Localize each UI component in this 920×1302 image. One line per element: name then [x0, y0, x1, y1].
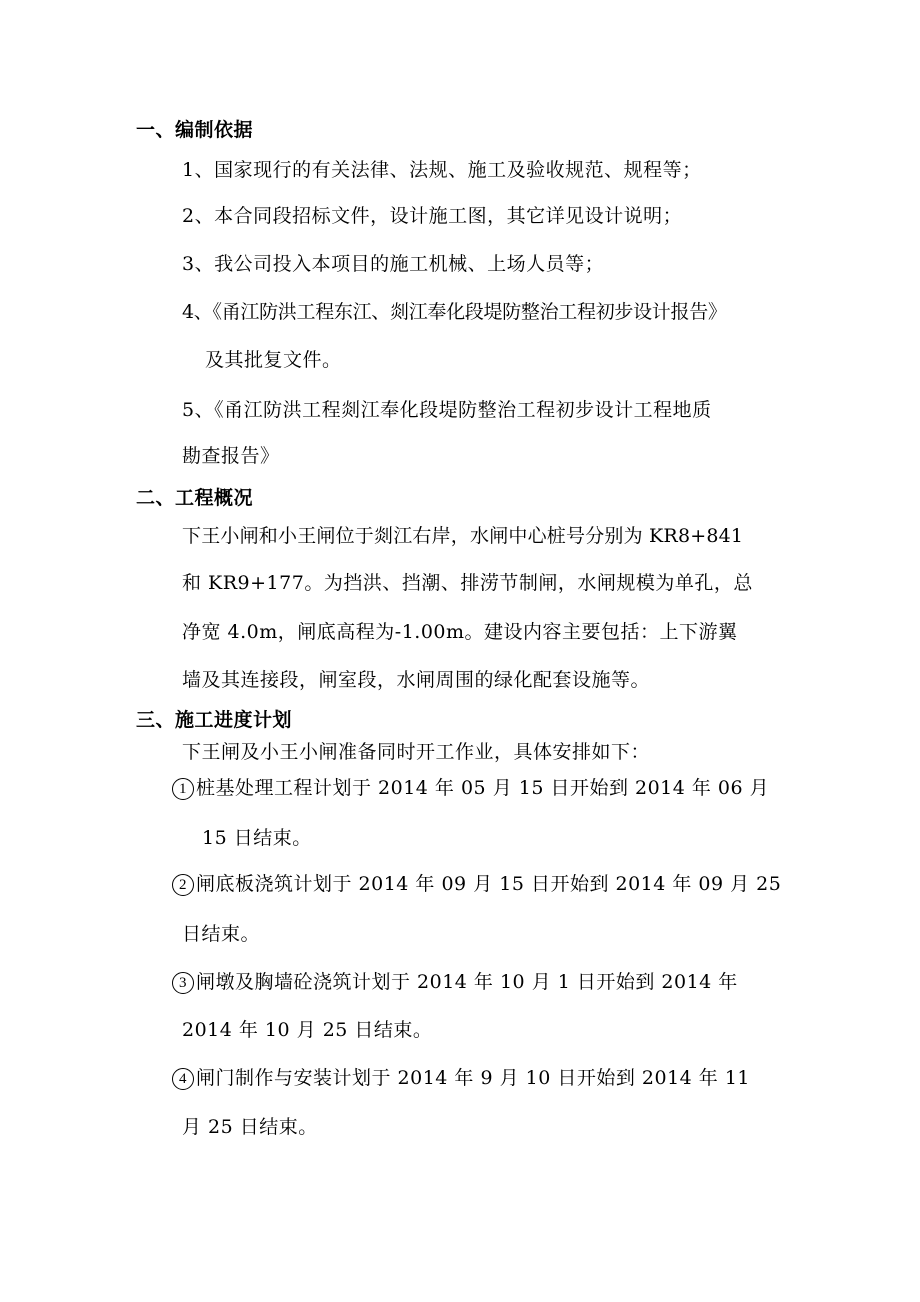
section-heading-schedule: 三、施工进度计划	[136, 709, 293, 731]
overview-line-4: 墙及其连接段，闸室段，水闸周围的绿化配套设施等。	[182, 669, 651, 691]
schedule-item-1	[172, 776, 769, 800]
basis-item-5-cont: 勘查报告》	[182, 445, 280, 467]
overview-line-1: 下王小闸和小王闸位于剡江右岸，水闸中心桩号分别为 KR8+841	[182, 525, 744, 547]
circled-number-4: 4	[172, 1068, 194, 1090]
section-heading-basis: 一、编制依据	[136, 119, 254, 141]
basis-item-4: 4、《甬江防洪工程东江、剡江奉化段堤防整治工程初步设计报告》	[182, 301, 727, 323]
section-heading-overview: 二、工程概况	[136, 487, 254, 509]
schedule-item-3-text: 闸墩及胸墙砼浇筑计划于 2014 年 10 月 1 日开始到 2014 年	[196, 971, 738, 993]
schedule-item-4-cont: 月 25 日结束。	[182, 1116, 318, 1138]
overview-line-2: 和 KR9+177。为挡洪、挡潮、排涝节制闸，水闸规模为单孔，总	[182, 572, 753, 594]
overview-line-3: 净宽 4.0m，闸底高程为-1.00m。建设内容主要包括：上下游翼	[182, 621, 738, 643]
basis-item-1: 1、国家现行的有关法律、法规、施工及验收规范、规程等；	[182, 159, 702, 181]
schedule-item-4-text: 闸门制作与安装计划于 2014 年 9 月 10 日开始到 2014 年 11	[196, 1067, 751, 1089]
schedule-item-2-text: 闸底板浇筑计划于 2014 年 09 月 15 日开始到 2014 年 09 月 25	[196, 873, 782, 895]
schedule-intro: 下王闸及小王小闸准备同时开工作业，具体安排如下：	[182, 741, 651, 763]
schedule-item-2	[172, 872, 781, 896]
schedule-item-3	[172, 970, 738, 994]
schedule-item-1-text: 桩基处理工程计划于 2014 年 05 月 15 日开始到 2014 年 06 月	[196, 777, 770, 799]
basis-item-5: 5、《甬江防洪工程剡江奉化段堤防整治工程初步设计工程地质	[182, 399, 712, 421]
circled-number-3: 3	[172, 972, 194, 994]
basis-item-3: 3、我公司投入本项目的施工机械、上场人员等；	[182, 253, 605, 275]
basis-item-4-cont: 及其批复文件。	[205, 349, 342, 371]
circled-number-1: 1	[172, 778, 194, 800]
schedule-item-4	[172, 1066, 750, 1090]
schedule-item-3-cont: 2014 年 10 月 25 日结束。	[182, 1019, 433, 1041]
schedule-item-1-cont: 15 日结束。	[202, 827, 312, 849]
basis-item-2: 2、本合同段招标文件，设计施工图，其它详见设计说明；	[182, 205, 683, 227]
circled-number-2: 2	[172, 874, 194, 896]
schedule-item-2-cont: 日结束。	[182, 923, 261, 945]
